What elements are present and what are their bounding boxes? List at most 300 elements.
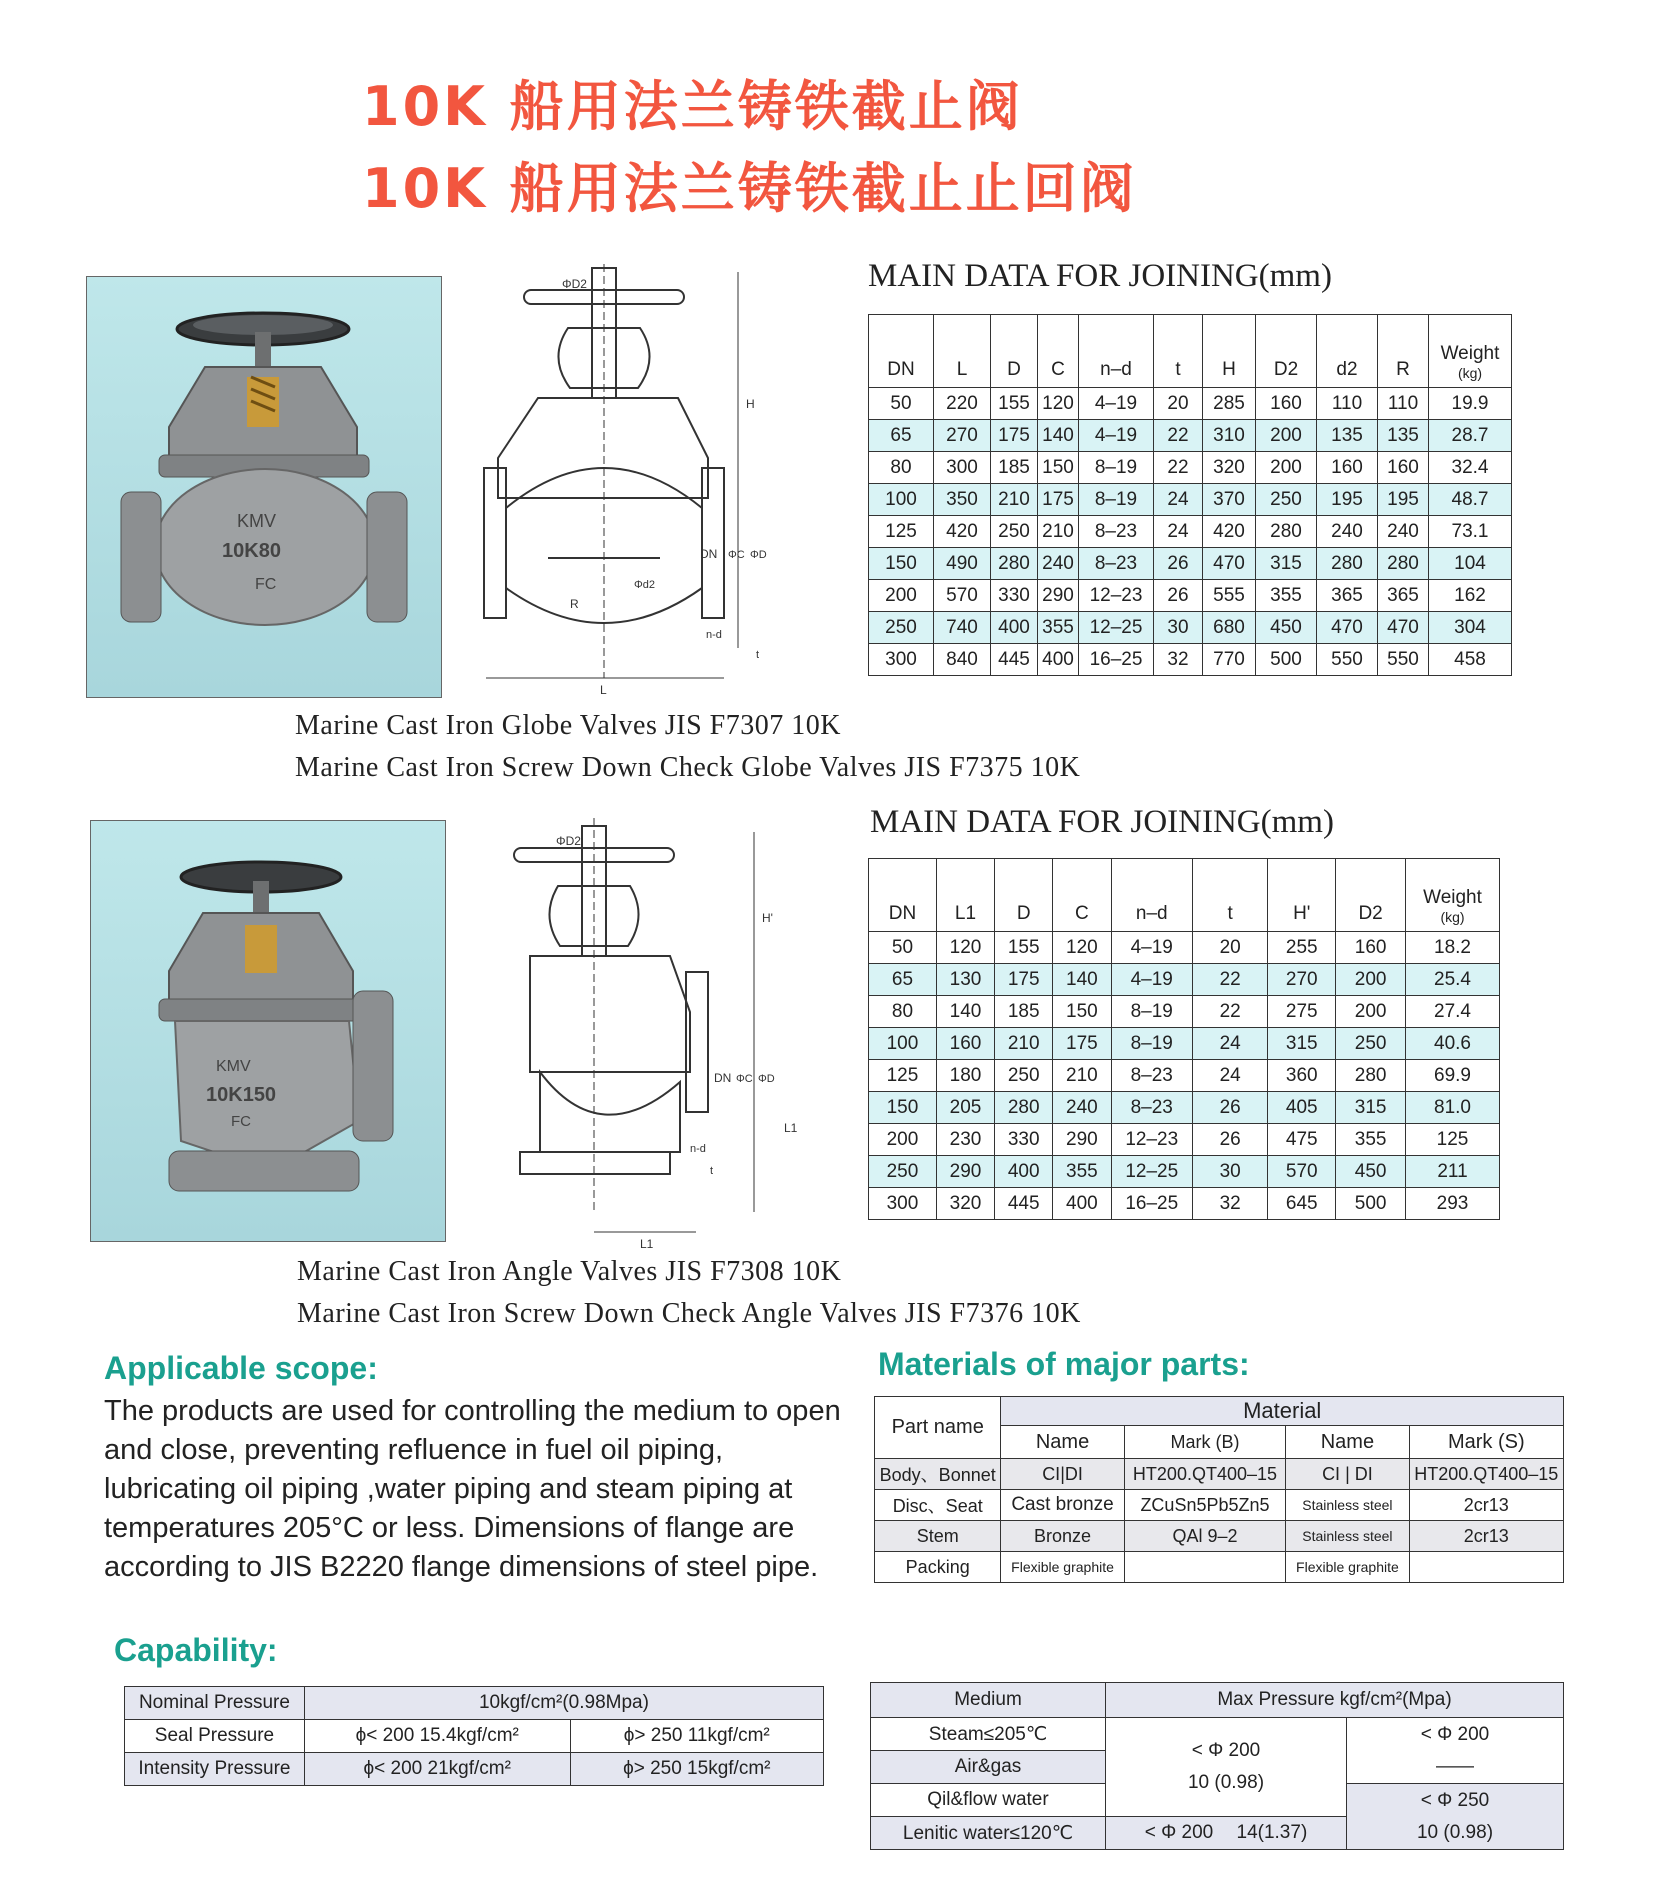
- angle-table-cell: 200: [869, 1124, 937, 1156]
- globe-table-cell: 365: [1378, 580, 1429, 612]
- globe-table-cell: 20: [1154, 388, 1203, 420]
- angle-table-cell: 32: [1192, 1188, 1267, 1220]
- materials-cell: Bronze: [1001, 1521, 1124, 1552]
- max-pressure-header: Max Pressure kgf/cm²(Mpa): [1106, 1683, 1564, 1718]
- globe-table-cell: 30: [1154, 612, 1203, 644]
- angle-table-cell: 211: [1406, 1156, 1500, 1188]
- globe-table-cell: 490: [934, 548, 991, 580]
- drawing-label-nd: n-d: [706, 629, 722, 641]
- angle-table-row: [869, 1028, 1500, 1060]
- angle-table-cell: 155: [995, 932, 1053, 964]
- angle-table-row: [869, 964, 1500, 996]
- globe-table-row: [869, 548, 1512, 580]
- pressure-bottom-left: < Φ 200: [1144, 1822, 1214, 1843]
- angle-table-cell: 26: [1192, 1124, 1267, 1156]
- globe-data-table: [868, 314, 1512, 676]
- header-dn: DN: [869, 315, 934, 388]
- globe-table-cell: 550: [1378, 644, 1429, 676]
- pressure-bottom-value: 14(1.37): [1236, 1822, 1308, 1843]
- globe-table-cell: 8–23: [1079, 516, 1154, 548]
- angle-table-cell: 185: [995, 996, 1053, 1028]
- globe-valve-illustration: [87, 277, 441, 697]
- angle-header-weight-unit: (kg): [1440, 909, 1465, 925]
- nominal-label: Nominal Pressure: [125, 1687, 305, 1720]
- pressure-left-cell: [1106, 1718, 1347, 1817]
- header-r: R: [1378, 315, 1429, 388]
- angle-table-cell: 240: [1053, 1092, 1111, 1124]
- angle-table-cell: 120: [936, 932, 994, 964]
- globe-table-cell: 250: [869, 612, 934, 644]
- angle-table-cell: 8–23: [1111, 1092, 1192, 1124]
- angle-table-row: [869, 1188, 1500, 1220]
- angle-table-cell: 8–19: [1111, 996, 1192, 1028]
- materials-row: [875, 1459, 1564, 1490]
- angle-table-cell: 355: [1053, 1156, 1111, 1188]
- name-b-header: Name: [1001, 1426, 1124, 1459]
- pressure-right-dash: ——: [1436, 1755, 1474, 1777]
- materials-cell: CI|DI: [1001, 1459, 1124, 1490]
- angle-table-cell: 40.6: [1406, 1028, 1500, 1060]
- materials-cell: Flexible graphite: [1286, 1552, 1409, 1583]
- angle-table-cell: 22: [1192, 964, 1267, 996]
- angle-header-dn: DN: [869, 859, 937, 932]
- angle-header-h: H': [1268, 859, 1336, 932]
- globe-table-row: [869, 516, 1512, 548]
- globe-table-cell: 270: [934, 420, 991, 452]
- drawing-label-r: R: [570, 597, 579, 611]
- angle-table-cell: 8–19: [1111, 1028, 1192, 1060]
- globe-table-cell: 555: [1203, 580, 1256, 612]
- materials-table: [874, 1396, 1564, 1583]
- angle-table-row: [869, 1124, 1500, 1156]
- angle-table-cell: 24: [1192, 1028, 1267, 1060]
- angle-table-cell: 150: [1053, 996, 1111, 1028]
- angle-table-cell: 180: [936, 1060, 994, 1092]
- drawing-label-dn: DN: [700, 547, 718, 561]
- angle-table-cell: 280: [995, 1092, 1053, 1124]
- angle-table-cell: 400: [1053, 1188, 1111, 1220]
- globe-table-cell: 120: [1038, 388, 1079, 420]
- angle-drawing-label-h: H': [762, 911, 773, 925]
- globe-valve-photo: [86, 276, 442, 698]
- angle-table-cell: 300: [869, 1188, 937, 1220]
- materials-row: [875, 1552, 1564, 1583]
- angle-table-cell: 4–19: [1111, 964, 1192, 996]
- photo-mark-kmv-angle: KMV: [216, 1058, 251, 1075]
- angle-table-cell: 140: [1053, 964, 1111, 996]
- angle-header-weight-label: Weight: [1423, 887, 1482, 908]
- title-line-2: 10K 船用法兰铸铁截止止回阀: [362, 157, 1137, 220]
- header-t: t: [1154, 315, 1203, 388]
- angle-table-cell: 81.0: [1406, 1092, 1500, 1124]
- globe-table-cell: 110: [1378, 388, 1429, 420]
- drawing-label-d2-small: Φd2: [634, 579, 656, 591]
- globe-table-body: [869, 388, 1512, 676]
- medium-oil: Qil&flow water: [871, 1784, 1106, 1817]
- angle-valve-illustration: [91, 821, 445, 1241]
- photo-mark-kmv: KMV: [237, 511, 277, 531]
- photo-mark-size: 10K80: [222, 540, 281, 562]
- pressure-left-value: 10 (0.98): [1187, 1772, 1265, 1793]
- globe-table-cell: 80: [869, 452, 934, 484]
- angle-table-cell: 250: [869, 1156, 937, 1188]
- angle-table-cell: 475: [1268, 1124, 1336, 1156]
- angle-table-cell: 50: [869, 932, 937, 964]
- header-d2: D2: [1256, 315, 1317, 388]
- angle-header-d2: D2: [1336, 859, 1406, 932]
- angle-table-cell: 12–25: [1111, 1156, 1192, 1188]
- angle-table-cell: 160: [1336, 932, 1406, 964]
- globe-table-cell: 355: [1038, 612, 1079, 644]
- globe-table-cell: 400: [1038, 644, 1079, 676]
- angle-table-cell: 250: [1336, 1028, 1406, 1060]
- globe-table-cell: 240: [1378, 516, 1429, 548]
- materials-row: [875, 1490, 1564, 1521]
- globe-table-cell: 155: [991, 388, 1038, 420]
- angle-table-cell: 280: [1336, 1060, 1406, 1092]
- globe-table-cell: 220: [934, 388, 991, 420]
- globe-table-cell: 400: [991, 612, 1038, 644]
- globe-table-cell: 185: [991, 452, 1038, 484]
- angle-table-cell: 175: [995, 964, 1053, 996]
- globe-table-cell: 12–23: [1079, 580, 1154, 612]
- globe-table-cell: 65: [869, 420, 934, 452]
- globe-table-cell: 150: [1038, 452, 1079, 484]
- globe-table-row: [869, 420, 1512, 452]
- globe-table-row: [869, 452, 1512, 484]
- globe-table-cell: 355: [1256, 580, 1317, 612]
- globe-table-cell: 125: [869, 516, 934, 548]
- materials-cell: [1124, 1552, 1286, 1583]
- materials-cell: Body、Bonnet: [875, 1459, 1001, 1490]
- globe-table-header-row: [869, 315, 1512, 388]
- name-s-header: Name: [1286, 1426, 1409, 1459]
- angle-table-cell: 355: [1336, 1124, 1406, 1156]
- globe-table-cell: 285: [1203, 388, 1256, 420]
- globe-table-cell: 300: [869, 644, 934, 676]
- globe-table-cell: 350: [934, 484, 991, 516]
- globe-table-cell: 26: [1154, 548, 1203, 580]
- medium-lenitic: Lenitic water≤120℃: [871, 1817, 1106, 1850]
- globe-table-cell: 26: [1154, 580, 1203, 612]
- angle-table-cell: 500: [1336, 1188, 1406, 1220]
- angle-table-cell: 270: [1268, 964, 1336, 996]
- materials-cell: Disc、Seat: [875, 1490, 1001, 1521]
- seal-value-a: ϕ< 200 15.4kgf/cm²: [304, 1720, 570, 1753]
- globe-table-cell: 24: [1154, 484, 1203, 516]
- globe-table-cell: 104: [1429, 548, 1512, 580]
- angle-table-cell: 290: [936, 1156, 994, 1188]
- angle-table-cell: 320: [936, 1188, 994, 1220]
- globe-table-cell: 280: [991, 548, 1038, 580]
- globe-table-cell: 840: [934, 644, 991, 676]
- angle-valve-drawing: [500, 812, 820, 1252]
- drawing-label-c: ΦC: [728, 549, 745, 561]
- drawing-label-d: ΦD: [750, 549, 767, 561]
- angle-table-cell: 140: [936, 996, 994, 1028]
- angle-table-cell: 25.4: [1406, 964, 1500, 996]
- angle-table-cell: 18.2: [1406, 932, 1500, 964]
- intensity-value-a: ϕ< 200 21kgf/cm²: [304, 1753, 570, 1786]
- material-header: Material: [1001, 1397, 1564, 1426]
- globe-table-cell: 315: [1256, 548, 1317, 580]
- globe-table-cell: 4–19: [1079, 420, 1154, 452]
- globe-table-cell: 770: [1203, 644, 1256, 676]
- globe-table-cell: 420: [1203, 516, 1256, 548]
- materials-row: [875, 1521, 1564, 1552]
- photo-mark-fc: FC: [255, 576, 277, 593]
- angle-table-cell: 20: [1192, 932, 1267, 964]
- globe-table-cell: 8–19: [1079, 452, 1154, 484]
- angle-table-cell: 120: [1053, 932, 1111, 964]
- materials-body: [875, 1459, 1564, 1583]
- angle-table-row: [869, 1092, 1500, 1124]
- angle-table-cell: 160: [936, 1028, 994, 1060]
- angle-table-body: [869, 932, 1500, 1220]
- globe-table-cell: 160: [1317, 452, 1378, 484]
- title-line-1: 10K 船用法兰铸铁截止阀: [362, 75, 1023, 138]
- globe-table-cell: 195: [1317, 484, 1378, 516]
- materials-cell: HT200.QT400–15: [1409, 1459, 1563, 1490]
- angle-table-cell: 445: [995, 1188, 1053, 1220]
- globe-table-cell: 280: [1317, 548, 1378, 580]
- globe-table-cell: 304: [1429, 612, 1512, 644]
- angle-table-cell: 210: [995, 1028, 1053, 1060]
- angle-table-cell: 175: [1053, 1028, 1111, 1060]
- angle-drawing-label-dn: DN: [714, 1071, 732, 1085]
- medium-table: [870, 1682, 1564, 1850]
- globe-table-cell: 8–19: [1079, 484, 1154, 516]
- materials-cell: Flexible graphite: [1001, 1552, 1124, 1583]
- angle-table-cell: 230: [936, 1124, 994, 1156]
- globe-table-cell: 330: [991, 580, 1038, 612]
- globe-table-cell: 450: [1256, 612, 1317, 644]
- globe-table-cell: 290: [1038, 580, 1079, 612]
- drawing-label-l: L: [600, 683, 607, 697]
- pressure-left-top: < Φ 200: [1191, 1740, 1261, 1761]
- globe-table-cell: 16–25: [1079, 644, 1154, 676]
- angle-table-cell: 130: [936, 964, 994, 996]
- angle-table-cell: 65: [869, 964, 937, 996]
- globe-table-cell: 550: [1317, 644, 1378, 676]
- angle-drawing-label-t: t: [710, 1165, 714, 1177]
- header-l: L: [934, 315, 991, 388]
- globe-table-cell: 200: [1256, 452, 1317, 484]
- globe-table-cell: 240: [1317, 516, 1378, 548]
- globe-table-cell: 195: [1378, 484, 1429, 516]
- angle-table-cell: 250: [995, 1060, 1053, 1092]
- angle-table-cell: 4–19: [1111, 932, 1192, 964]
- angle-table-cell: 22: [1192, 996, 1267, 1028]
- angle-table-header-row: [869, 859, 1500, 932]
- materials-header-row-1: [875, 1397, 1564, 1426]
- globe-table-cell: 100: [869, 484, 934, 516]
- globe-table-cell: 570: [934, 580, 991, 612]
- angle-table-cell: 330: [995, 1124, 1053, 1156]
- globe-table-cell: 310: [1203, 420, 1256, 452]
- materials-cell: Stainless steel: [1286, 1521, 1409, 1552]
- globe-table-cell: 160: [1256, 388, 1317, 420]
- globe-table-cell: 24: [1154, 516, 1203, 548]
- angle-table-cell: 100: [869, 1028, 937, 1060]
- angle-table-cell: 210: [1053, 1060, 1111, 1092]
- globe-table-row: [869, 644, 1512, 676]
- angle-caption-1: Marine Cast Iron Angle Valves JIS F7308 10K: [297, 1256, 842, 1287]
- globe-table-cell: 240: [1038, 548, 1079, 580]
- angle-header-d: D: [995, 859, 1053, 932]
- materials-cell: ZCuSn5Pb5Zn5: [1124, 1490, 1286, 1521]
- angle-table-cell: 27.4: [1406, 996, 1500, 1028]
- globe-table-cell: 4–19: [1079, 388, 1154, 420]
- angle-table-cell: 125: [869, 1060, 937, 1092]
- materials-cell: 2cr13: [1409, 1521, 1563, 1552]
- angle-table-cell: 200: [1336, 964, 1406, 996]
- materials-cell: Packing: [875, 1552, 1001, 1583]
- pressure-right-top: < Φ 200: [1420, 1723, 1490, 1745]
- globe-table-row: [869, 484, 1512, 516]
- angle-table-cell: 360: [1268, 1060, 1336, 1092]
- scope-text: The products are used for controlling the medium to open and close, preventing refluence in fuel oil piping, lubricating oil piping ,water piping and steam piping at temperatures 205°C or less. Dimensions of flange are according to JIS B2220 flange dimensions of steel pipe.: [104, 1395, 841, 1583]
- header-weight: [1429, 315, 1512, 388]
- globe-table-cell: 200: [1256, 420, 1317, 452]
- angle-table-cell: 8–23: [1111, 1060, 1192, 1092]
- globe-table-cell: 320: [1203, 452, 1256, 484]
- angle-header-t: t: [1192, 859, 1267, 932]
- globe-caption-1: Marine Cast Iron Globe Valves JIS F7307 10K: [295, 710, 841, 741]
- angle-drawing-label-d: ΦD: [758, 1073, 775, 1085]
- materials-cell: QAl 9–2: [1124, 1521, 1286, 1552]
- angle-table-cell: 26: [1192, 1092, 1267, 1124]
- angle-caption-2: Marine Cast Iron Screw Down Check Angle Valves JIS F7376 10K: [297, 1298, 1081, 1329]
- globe-table-cell: 370: [1203, 484, 1256, 516]
- header-d: D: [991, 315, 1038, 388]
- angle-table-cell: 125: [1406, 1124, 1500, 1156]
- globe-table-cell: 470: [1203, 548, 1256, 580]
- globe-table-cell: 740: [934, 612, 991, 644]
- globe-table-cell: 28.7: [1429, 420, 1512, 452]
- globe-table-cell: 300: [934, 452, 991, 484]
- intensity-label: Intensity Pressure: [125, 1753, 305, 1786]
- angle-table-cell: 69.9: [1406, 1060, 1500, 1092]
- globe-table-cell: 22: [1154, 420, 1203, 452]
- globe-table-cell: 470: [1378, 612, 1429, 644]
- medium-header: Medium: [871, 1683, 1106, 1718]
- mark-s-header: Mark (S): [1409, 1426, 1563, 1459]
- materials-cell: Stainless steel: [1286, 1490, 1409, 1521]
- angle-data-heading: MAIN DATA FOR JOINING(mm): [870, 804, 1334, 840]
- globe-table-cell: 250: [1256, 484, 1317, 516]
- header-h: H: [1203, 315, 1256, 388]
- globe-table-cell: 32: [1154, 644, 1203, 676]
- angle-table-cell: 16–25: [1111, 1188, 1192, 1220]
- globe-table-cell: 470: [1317, 612, 1378, 644]
- globe-table-cell: 200: [869, 580, 934, 612]
- angle-table-cell: 275: [1268, 996, 1336, 1028]
- globe-table-cell: 8–23: [1079, 548, 1154, 580]
- header-weight-label: Weight: [1440, 343, 1500, 364]
- angle-table-cell: 645: [1268, 1188, 1336, 1220]
- globe-table-cell: 280: [1256, 516, 1317, 548]
- materials-cell: 2cr13: [1409, 1490, 1563, 1521]
- angle-table-cell: 405: [1268, 1092, 1336, 1124]
- materials-cell: [1409, 1552, 1563, 1583]
- angle-header-weight: [1406, 859, 1500, 932]
- header-c: C: [1038, 315, 1079, 388]
- globe-table-cell: 12–25: [1079, 612, 1154, 644]
- angle-table-cell: 293: [1406, 1188, 1500, 1220]
- materials-cell: Stem: [875, 1521, 1001, 1552]
- globe-table-cell: 32.4: [1429, 452, 1512, 484]
- globe-table-cell: 48.7: [1429, 484, 1512, 516]
- globe-table-cell: 365: [1317, 580, 1378, 612]
- photo-mark-size-angle: 10K150: [206, 1084, 277, 1106]
- globe-table-cell: 250: [991, 516, 1038, 548]
- globe-valve-drawing: [478, 258, 808, 698]
- angle-data-table: [868, 858, 1500, 1220]
- seal-value-b: ϕ> 250 11kgf/cm²: [570, 1720, 823, 1753]
- globe-table-cell: 150: [869, 548, 934, 580]
- header-weight-unit: (kg): [1457, 365, 1483, 381]
- globe-data-heading: MAIN DATA FOR JOINING(mm): [868, 258, 1332, 294]
- header-nd: n–d: [1079, 315, 1154, 388]
- angle-table-cell: 400: [995, 1156, 1053, 1188]
- angle-table-cell: 150: [869, 1092, 937, 1124]
- angle-header-l1: L1: [936, 859, 994, 932]
- globe-table-cell: 162: [1429, 580, 1512, 612]
- pressure-right-mid: < Φ 250: [1420, 1789, 1490, 1811]
- angle-table-cell: 315: [1336, 1092, 1406, 1124]
- intensity-row: [125, 1753, 824, 1786]
- drawing-label-h: H: [746, 397, 755, 411]
- globe-table-cell: 445: [991, 644, 1038, 676]
- angle-table-cell: 30: [1192, 1156, 1267, 1188]
- angle-table-cell: 24: [1192, 1060, 1267, 1092]
- globe-table-cell: 50: [869, 388, 934, 420]
- angle-drawing-label-l1-vertical: L1: [784, 1121, 798, 1135]
- drawing-label-t: t: [756, 649, 760, 661]
- globe-table-cell: 140: [1038, 420, 1079, 452]
- materials-cell: HT200.QT400–15: [1124, 1459, 1286, 1490]
- globe-table-cell: 22: [1154, 452, 1203, 484]
- intensity-value-b: ϕ> 250 15kgf/cm²: [570, 1753, 823, 1786]
- medium-steam: Steam≤205℃: [871, 1718, 1106, 1751]
- angle-table-cell: 80: [869, 996, 937, 1028]
- globe-caption-2: Marine Cast Iron Screw Down Check Globe Valves JIS F7375 10K: [295, 752, 1081, 783]
- angle-table-cell: 315: [1268, 1028, 1336, 1060]
- capability-heading: Capability:: [114, 1632, 278, 1668]
- globe-table-cell: 175: [991, 420, 1038, 452]
- mark-b-header: Mark (B): [1124, 1426, 1286, 1459]
- angle-table-row: [869, 1060, 1500, 1092]
- angle-valve-photo: [90, 820, 446, 1242]
- angle-drawing-label-nd: n-d: [690, 1143, 706, 1155]
- angle-table-cell: 255: [1268, 932, 1336, 964]
- angle-table-cell: 450: [1336, 1156, 1406, 1188]
- globe-table-cell: 19.9: [1429, 388, 1512, 420]
- globe-table-cell: 73.1: [1429, 516, 1512, 548]
- nominal-row: [125, 1687, 824, 1720]
- scope-heading: Applicable scope:: [104, 1350, 378, 1386]
- angle-table-cell: 12–23: [1111, 1124, 1192, 1156]
- globe-table-cell: 420: [934, 516, 991, 548]
- globe-table-row: [869, 612, 1512, 644]
- seal-row: [125, 1720, 824, 1753]
- medium-header-row: [871, 1683, 1564, 1718]
- globe-table-cell: 210: [991, 484, 1038, 516]
- pressure-right-bottom-cell: [1347, 1784, 1564, 1850]
- angle-drawing-label-d2: ΦD2: [556, 834, 581, 848]
- materials-cell: CI | DI: [1286, 1459, 1409, 1490]
